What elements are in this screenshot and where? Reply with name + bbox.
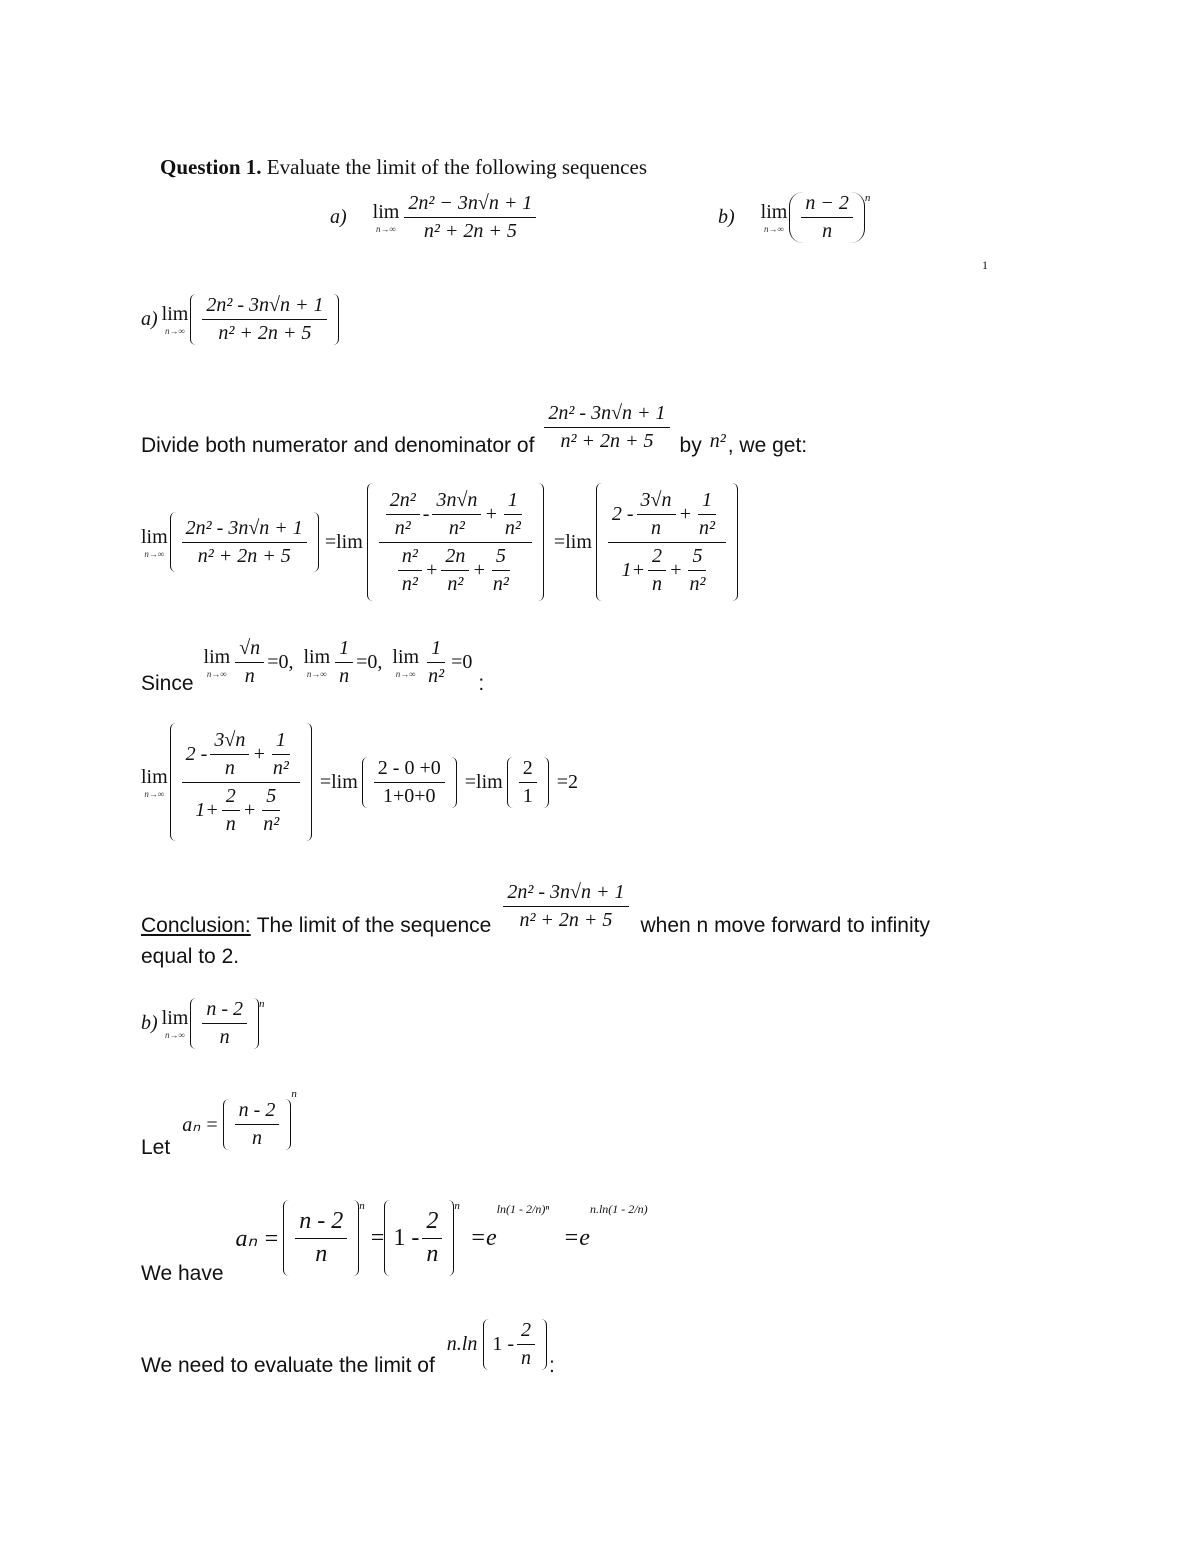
we-have-line: We have aₙ = $\frac{n - 2}{n}$ n = 1 - $\frac{2}{n}$ n =e ln(1 - 2/n)ⁿ =e n.ln(1 - 2/n)	[141, 1200, 648, 1285]
we-have-label: We have	[141, 1262, 224, 1285]
question-text: Evaluate the limit of the following sequences	[266, 155, 647, 179]
header-a-fraction: $\frac{\text{2n² − 3n√n + 1}}{\text{n² + 2n + 5}}$	[404, 192, 536, 243]
e2-exponent: n.ln(1 - 2/n)	[589, 1202, 648, 1216]
part-b-label: b)	[141, 1012, 158, 1034]
need-line: We need to evaluate the limit of n.ln 1 - $\frac{2}{n}$ :	[141, 1318, 555, 1377]
conclusion-label: Conclusion:	[141, 914, 251, 937]
e1-exponent: ln(1 - 2/n)ⁿ	[496, 1202, 550, 1216]
header-part-b-label: b)	[718, 206, 735, 228]
header-b-paren: $\frac{n - 2}{n}$	[789, 192, 865, 243]
header-b-lim: lim n→∞	[760, 201, 788, 234]
step1-lhs: $\frac{\text{2n² - 3n√n + 1}}{\text{n² + 2n + 5}}$	[170, 512, 319, 572]
question-heading	[160, 155, 647, 180]
since-line: Since lim n→∞ $\frac{√n}{n}$ =0, lim n→∞ $\frac{1}{n}$ =0, lim n→∞ $\frac{1}{\text{n²}}$ =0 :	[141, 636, 485, 695]
header-b-exponent: n	[864, 192, 871, 204]
since-label: Since	[141, 672, 194, 695]
header-part-b	[718, 192, 870, 243]
divide-fraction: $\frac{\text{2n² - 3n√n + 1}}{\text{n² + 2n + 5}}$	[544, 402, 669, 453]
conclusion-line2: equal to 2.	[141, 945, 240, 968]
step2-equation: lim n→∞ 2 - $\frac{3√n}{n}$ + $\frac{1}{\text{n²}}$ 1+ $\frac{2}{n}$ + $\frac{5}{\text{n²}}$ =lim $\frac{2 - 0 +0}{1+0+0}$ =lim $\frac{2}{1}$ =2	[141, 722, 578, 842]
let-line: Let aₙ = $\frac{n - 2}{n}$ n	[141, 1088, 297, 1159]
conclusion-line: Conclusion: The limit of the sequence $\frac{\text{2n² - 3n√n + 1}}{\text{n² + 2n + 5}}$ when n move forward to infinity	[141, 880, 930, 937]
conclusion-fraction: $\frac{\text{2n² - 3n√n + 1}}{\text{n² + 2n + 5}}$	[503, 881, 628, 932]
divide-text: Divide both numerator and denominator of	[141, 434, 535, 457]
let-label: Let	[141, 1136, 171, 1159]
divide-line: Divide both numerator and denominator of $\frac{\text{2n² - 3n√n + 1}}{\text{n² + 2n + 5}}$ by n² , we get:	[141, 401, 808, 457]
step1-rhs: 2 - $\frac{3√n}{n}$ + $\frac{1}{\text{n²}}$ 1+ $\frac{2}{n}$ + $\frac{5}{\text{n²}}$	[596, 483, 738, 601]
step1-equation: lim n→∞ $\frac{\text{2n² - 3n√n + 1}}{\text{n² + 2n + 5}}$ =lim $\frac{\text{2n²}}{\text{n²}}$ - $\frac{3n√n}{\text{n²}}$ + $\frac{1}{\text{n²}}$ $\frac{\text{n²}}{\text{n²}}$ + $\frac{2n}{\text{n²}}$ + $\frac{5}{\text{n²}}$ =lim 2 - $\frac{3√n}{n}$ + $\frac{1}{\text{n²}}$ 1+ $\frac{2}{n}$ + $\frac{5}{\text{n²}}$	[141, 482, 738, 602]
question-label: Question 1.	[160, 155, 262, 179]
part-b-expression: b) lim n→∞ $\frac{n - 2}{n}$ n	[141, 998, 265, 1048]
divisor: n²	[709, 429, 726, 452]
step1-mid: $\frac{\text{2n²}}{\text{n²}}$ - $\frac{3n√n}{\text{n²}}$ + $\frac{1}{\text{n²}}$ $\frac{\text{n²}}{\text{n²}}$ + $\frac{2n}{\text{n²}}$ + $\frac{5}{\text{n²}}$	[367, 483, 544, 601]
need-text: We need to evaluate the limit of	[141, 1354, 435, 1377]
part-a-label: a)	[141, 308, 158, 330]
step2-result: =2	[556, 770, 578, 793]
header-part-a-label: a)	[330, 206, 347, 228]
header-a-lim: lim n→∞	[372, 201, 400, 234]
part-a-expression: a) lim n→∞ $\frac{\text{2n² - 3n√n + 1}}{\text{n² + 2n + 5}}$	[141, 294, 339, 345]
header-part-a	[330, 192, 539, 243]
page-mark: 1	[982, 258, 988, 272]
step2-lhs: 2 - $\frac{3√n}{n}$ + $\frac{1}{\text{n²}}$ 1+ $\frac{2}{n}$ + $\frac{5}{\text{n²}}$	[170, 723, 312, 841]
